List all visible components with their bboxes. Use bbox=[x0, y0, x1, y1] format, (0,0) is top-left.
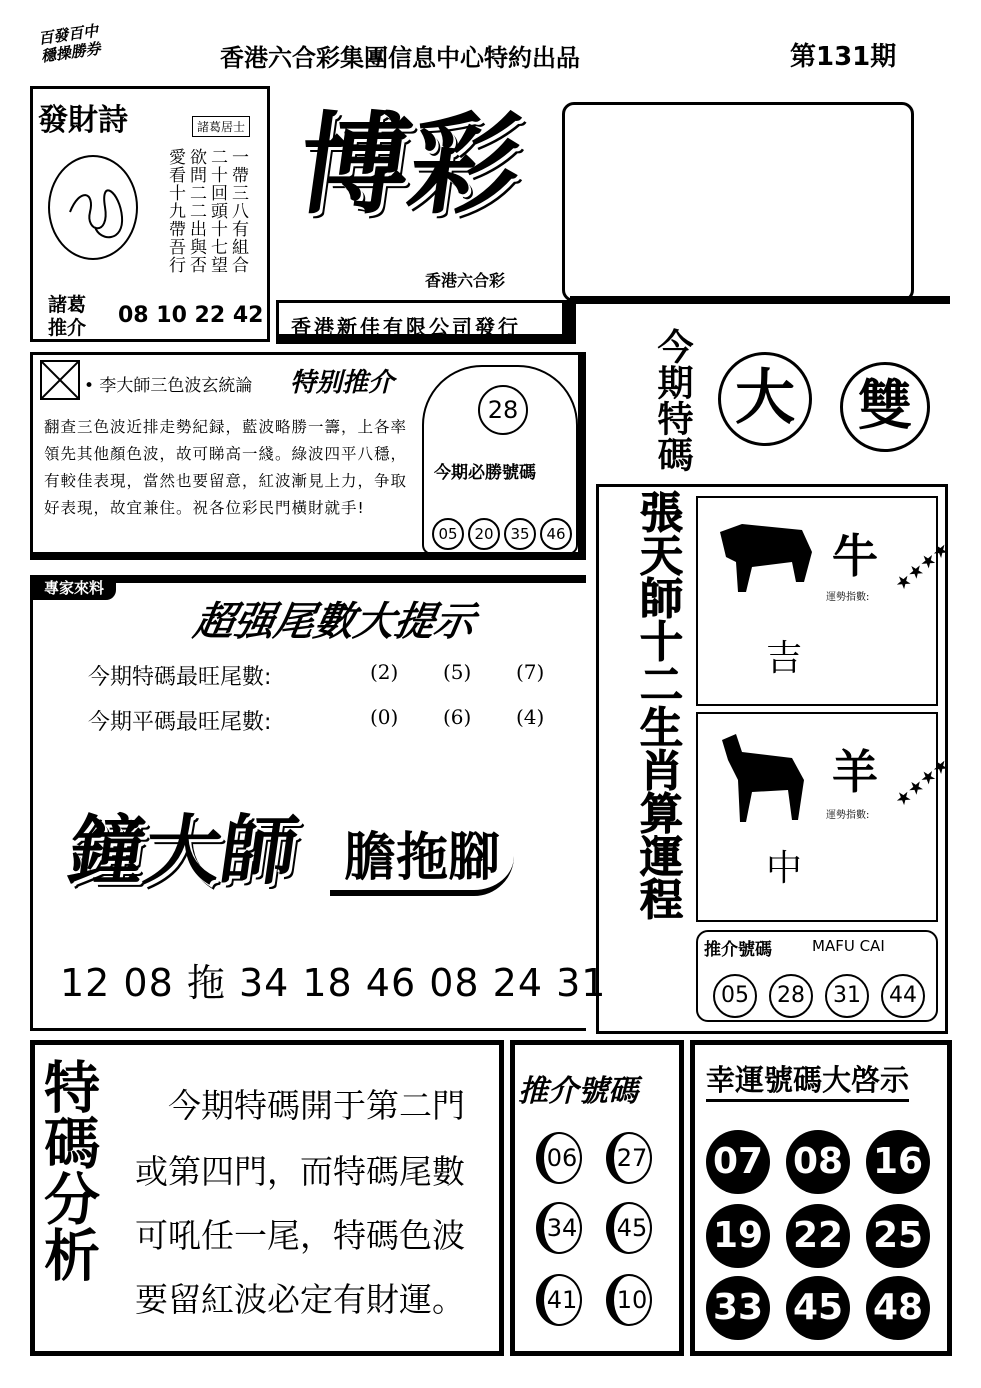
must-win-ball: 20 bbox=[468, 518, 500, 550]
zhong-title: 鐘大師 bbox=[62, 806, 304, 895]
zodiac-rec-ball: 05 bbox=[713, 974, 757, 1018]
colour-wave-tag: 特别推介 bbox=[290, 368, 395, 398]
blank-box-shadow bbox=[570, 296, 950, 304]
tail-row-2-v3: (4) bbox=[516, 705, 545, 729]
ox-fortune-label: 運勢指數: bbox=[826, 592, 870, 603]
logo-title: 博彩 bbox=[291, 100, 530, 229]
poem-signature-circle bbox=[48, 155, 138, 260]
poem-col-4: 愛看十九帶吾行 bbox=[165, 148, 185, 274]
lucky-ball: 19 bbox=[706, 1204, 770, 1268]
lucky-ball: 33 bbox=[706, 1276, 770, 1340]
ox-icon bbox=[712, 512, 822, 606]
colour-wave-body: 翻查三色波近排走勢紀録，藍波略勝一籌，上各率領先其他顏色波，故可睇高一綫。綠波四平八穩，有較佳表現，當然也要留意，紅波漸見上力，争取好表現，故宜兼住。祝各位彩民門橫財就手! bbox=[44, 418, 408, 517]
recommend-title: 推介號碼 bbox=[518, 1074, 638, 1109]
analysis-line-1: 今期特碼開于第二門 bbox=[168, 1086, 465, 1125]
ox-animal: 牛 bbox=[832, 529, 878, 583]
poem-col-3: 欲問二二出與否 bbox=[186, 148, 206, 274]
recommend-ball: 06 bbox=[536, 1132, 582, 1184]
lucky-ball: 48 bbox=[866, 1276, 930, 1340]
must-win-label: 今期必勝號碼 bbox=[434, 463, 536, 483]
recommend-ball: 41 bbox=[536, 1274, 582, 1326]
zodiac-rec-brand: MAFU CAI bbox=[812, 937, 885, 955]
must-win-ball: 35 bbox=[504, 518, 536, 550]
lucky-ball: 45 bbox=[786, 1276, 850, 1340]
tail-title: 超强尾數大提示 bbox=[190, 599, 479, 645]
zodiac-rec-ball: 44 bbox=[881, 974, 925, 1018]
lucky-ball: 16 bbox=[866, 1130, 930, 1194]
tail-row-2-v2: (6) bbox=[443, 705, 472, 729]
tail-row-1-v2: (5) bbox=[443, 660, 472, 684]
poem-author: 諸葛居士 bbox=[192, 116, 250, 137]
zodiac-rec-ball: 28 bbox=[769, 974, 813, 1018]
stamp-logo: 百發百中 穩操勝券 bbox=[37, 21, 102, 66]
poem-col-2: 二十回頭十七望 bbox=[207, 148, 227, 274]
analysis-line-3: 可吼任一尾，特碼色波 bbox=[135, 1216, 465, 1255]
zodiac-vertical-title: 張天師十二生肖算運程 bbox=[633, 490, 683, 920]
tail-row-1-v3: (7) bbox=[516, 660, 545, 684]
lucky-title: 幸運號碼大啓示 bbox=[706, 1058, 909, 1102]
goat-fortune-label: 運勢指數: bbox=[826, 810, 870, 821]
poem-col-1: 一帶三八有組合 bbox=[228, 148, 248, 274]
tail-row-1-label: 今期特碼最旺尾數: bbox=[88, 665, 272, 690]
lucky-ball: 25 bbox=[866, 1204, 930, 1268]
special-label: 今期特碼 bbox=[652, 328, 693, 472]
must-win-ball: 46 bbox=[540, 518, 572, 550]
poem-rec-label-1: 諸葛 bbox=[48, 294, 87, 316]
lucky-ball: 07 bbox=[706, 1130, 770, 1194]
goat-result: 中 bbox=[766, 848, 803, 889]
colour-wave-ball: 28 bbox=[478, 385, 528, 435]
logo-sub: 香港六合彩 bbox=[425, 271, 506, 290]
publisher-line: 香港六合彩集團信息中心特約出品 bbox=[220, 44, 580, 72]
poem-title: 發財詩 bbox=[38, 103, 128, 138]
goat-animal: 羊 bbox=[832, 745, 878, 799]
tail-row-2-v1: (0) bbox=[370, 705, 399, 729]
recommend-ball: 34 bbox=[536, 1202, 582, 1254]
recommend-ball: 27 bbox=[606, 1132, 652, 1184]
special-big: 大 bbox=[718, 352, 812, 446]
expert-label: 專家來料 bbox=[32, 575, 116, 600]
zhong-sub: 膽拖腳 bbox=[330, 815, 514, 896]
must-win-ball: 05 bbox=[432, 518, 464, 550]
goat-stars-icon: ★★★★ bbox=[890, 753, 954, 812]
goat-icon bbox=[712, 730, 812, 834]
signature-scribble bbox=[50, 157, 138, 260]
tail-row-2-label: 今期平碼最旺尾數: bbox=[88, 710, 272, 735]
zodiac-rec-ball: 31 bbox=[825, 974, 869, 1018]
zodiac-rec-label: 推介號碼 bbox=[704, 940, 772, 960]
lucky-ball: 08 bbox=[786, 1130, 850, 1194]
analysis-line-4: 要留紅波必定有財運。 bbox=[135, 1280, 465, 1319]
colour-wave-heading: • 李大師三色波玄統論 bbox=[84, 376, 253, 396]
poem-rec-numbers: 08 10 22 42 bbox=[118, 303, 264, 328]
lucky-ball: 22 bbox=[786, 1204, 850, 1268]
recommend-ball: 45 bbox=[606, 1202, 652, 1254]
recommend-ball: 10 bbox=[606, 1274, 652, 1326]
ox-stars-icon: ★★★★ bbox=[890, 537, 954, 596]
issue-number: 第131期 bbox=[790, 42, 897, 72]
special-double: 雙 bbox=[840, 362, 930, 452]
analysis-title: 特碼分析 bbox=[35, 1058, 100, 1282]
tail-row-1-v1: (2) bbox=[370, 660, 399, 684]
analysis-line-2: 或第四門，而特碼尾數 bbox=[135, 1152, 465, 1191]
checkbox-icon bbox=[40, 360, 80, 400]
ox-result: 吉 bbox=[766, 638, 803, 679]
company-bar: 香港新佳有限公司發行 bbox=[276, 300, 576, 344]
zhong-numbers: 12 08 拖 34 18 46 08 24 31 bbox=[60, 961, 607, 1005]
blank-box bbox=[562, 102, 914, 302]
poem-rec-label-2: 推介 bbox=[48, 317, 87, 339]
